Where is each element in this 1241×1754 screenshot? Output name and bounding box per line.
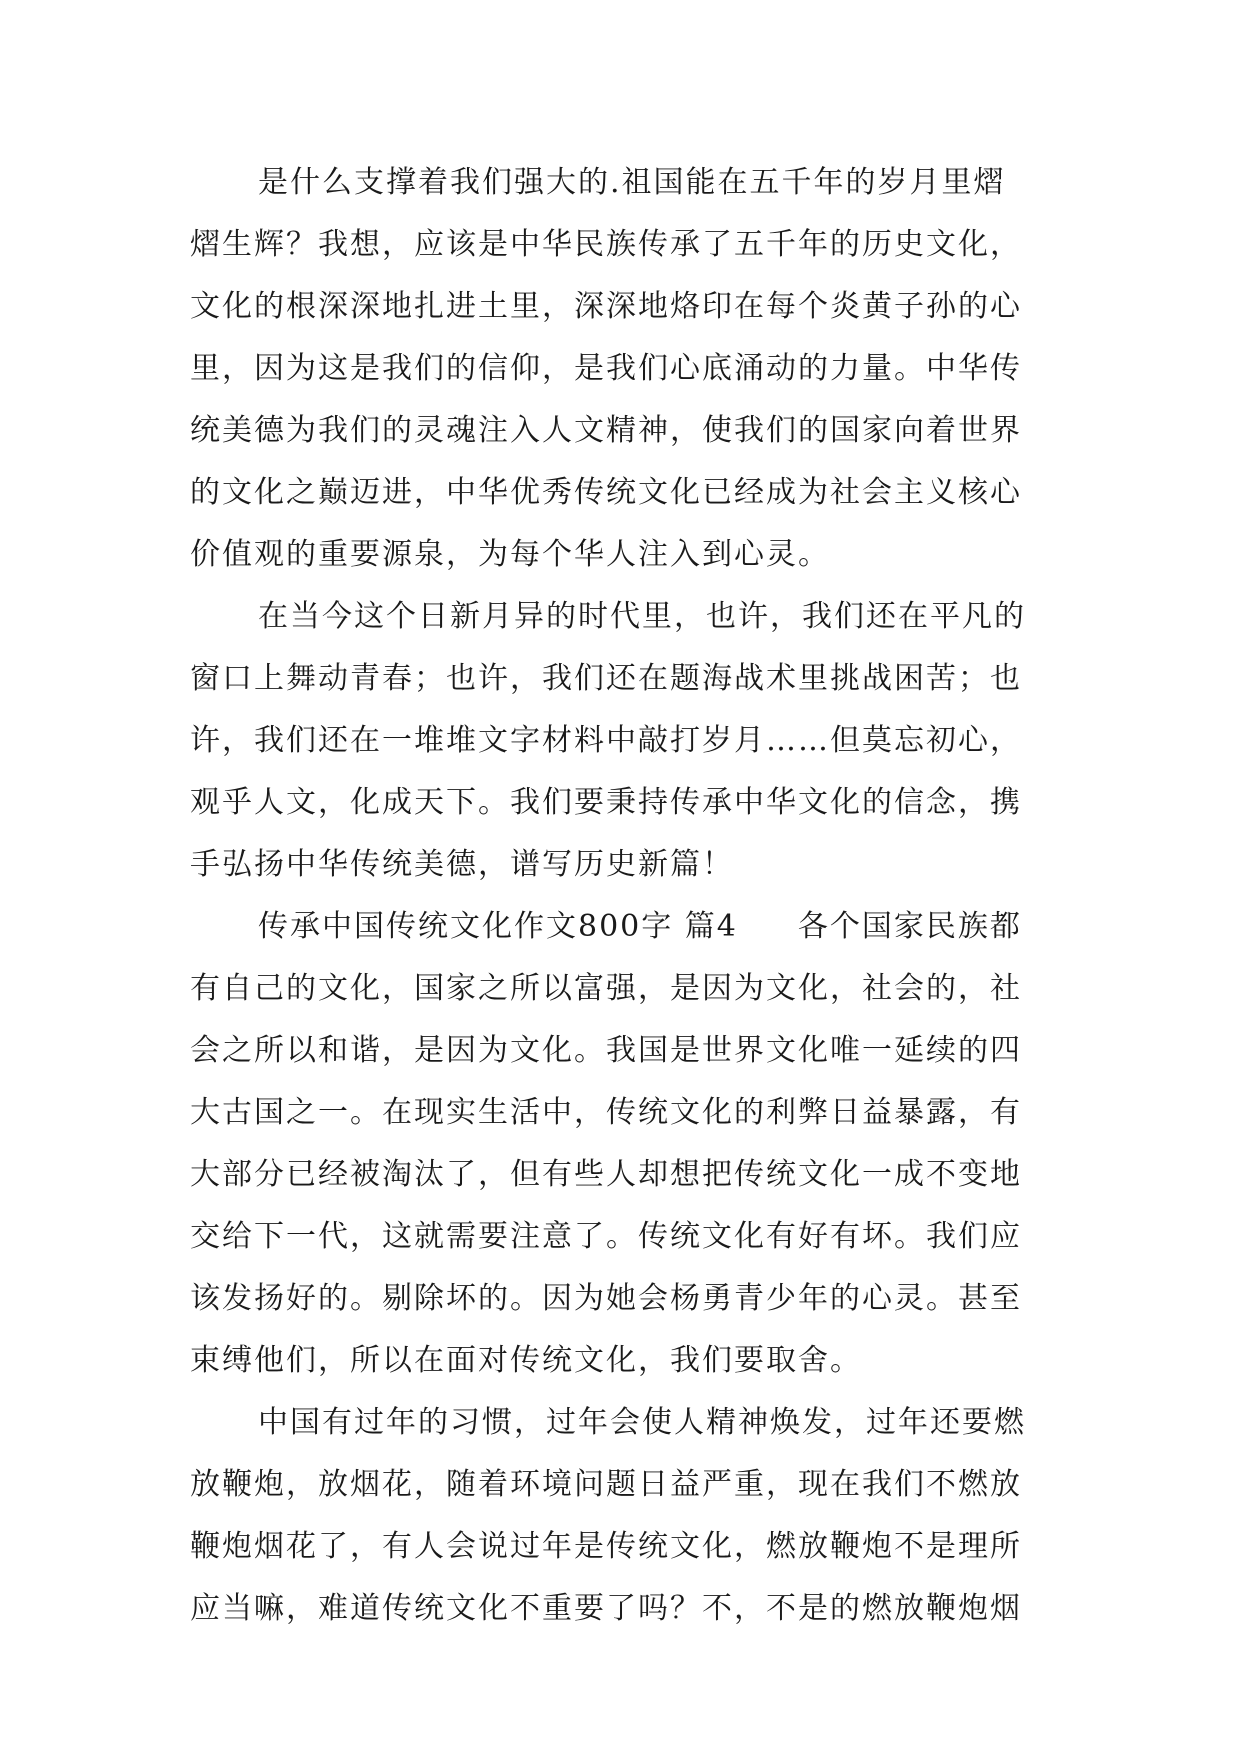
text-line: 统美德为我们的灵魂注入人文精神，使我们的国家向着世界 [190, 413, 1022, 448]
text-line: 有自己的文化，国家之所以富强，是因为文化，社会的，社 [190, 971, 1022, 1006]
text-line: 大古国之一。在现实生活中，传统文化的利弊日益暴露，有 [190, 1095, 1022, 1130]
text-line: 熠生辉？我想，应该是中华民族传承了五千年的历史文化， [190, 227, 1022, 262]
text-line: 文化的根深深地扎进土里，深深地烙印在每个炎黄子孙的心 [190, 289, 1022, 324]
text-line: 应当嘛，难道传统文化不重要了吗？不，不是的燃放鞭炮烟 [190, 1591, 1022, 1626]
paragraph-4 [190, 1392, 1070, 1640]
paragraph-1 [190, 152, 1070, 586]
text-line: 鞭炮烟花了，有人会说过年是传统文化，燃放鞭炮不是理所 [190, 1529, 1022, 1564]
text-line: 窗口上舞动青春；也许，我们还在题海战术里挑战困苦；也 [190, 661, 1022, 696]
text-line: 交给下一代，这就需要注意了。传统文化有好有坏。我们应 [190, 1219, 1022, 1254]
text-line: 该发扬好的。剔除坏的。因为她会杨勇青少年的心灵。甚至 [190, 1281, 1022, 1316]
section-heading: 传承中国传统文化作文800字 篇4 [258, 909, 738, 944]
text-line: 观乎人文，化成天下。我们要秉持传承中华文化的信念，携 [190, 785, 1022, 820]
text-line: 束缚他们，所以在面对传统文化，我们要取舍。 [190, 1343, 862, 1378]
text-fragment: 各个国家民族都 [797, 909, 1022, 944]
text-line: 手弘扬中华传统美德，谱写历史新篇！ [190, 847, 734, 882]
text-line: 的文化之巅迈进，中华优秀传统文化已经成为社会主义核心 [190, 475, 1022, 510]
text-line: 许，我们还在一堆堆文字材料中敲打岁月……但莫忘初心， [190, 723, 1022, 758]
text-line: 放鞭炮，放烟花，随着环境问题日益严重，现在我们不燃放 [190, 1467, 1022, 1502]
text-line: 里，因为这是我们的信仰，是我们心底涌动的力量。中华传 [190, 351, 1022, 386]
text-line: 中国有过年的习惯，过年会使人精神焕发，过年还要燃 [258, 1405, 1026, 1440]
text-line: 在当今这个日新月异的时代里，也许，我们还在平凡的 [258, 599, 1026, 634]
paragraph-3 [190, 896, 1070, 1392]
document-body [190, 152, 1070, 1640]
text-line-with-heading [190, 896, 1070, 958]
text-line: 是什么支撑着我们强大的.祖国能在五千年的岁月里熠 [258, 165, 1006, 200]
text-line: 会之所以和谐，是因为文化。我国是世界文化唯一延续的四 [190, 1033, 1022, 1068]
text-line: 价值观的重要源泉，为每个华人注入到心灵。 [190, 537, 830, 572]
text-line: 大部分已经被淘汰了，但有些人却想把传统文化一成不变地 [190, 1157, 1022, 1192]
paragraph-2 [190, 586, 1070, 896]
